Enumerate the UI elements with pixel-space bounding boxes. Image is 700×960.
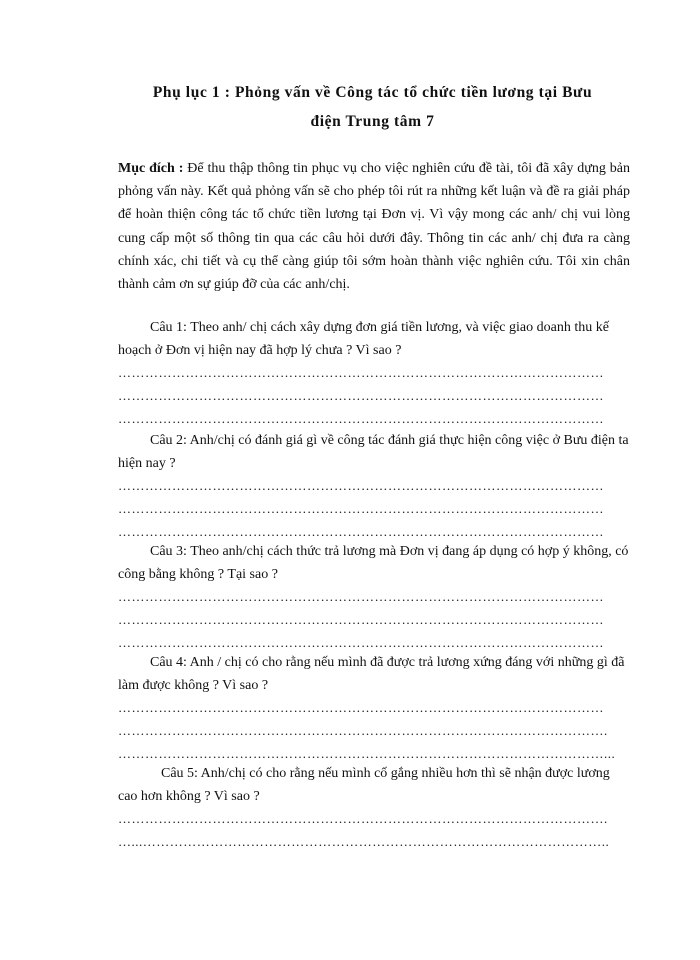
answer-line[interactable]: ……………………………………………………………………………………………… [118,700,604,716]
title-line-1: Phụ lục 1 : Phỏng vấn về Công tác tổ chức tiền lương tại Bưu [152,84,593,101]
answer-line[interactable]: ………………………………………………………………………………………………. [118,811,608,827]
answer-line[interactable]: ……………………………………………………………………………………………… [118,478,604,494]
question-4 [118,651,630,766]
answer-line[interactable]: ……………………………………………………………………………………………… [118,612,604,628]
question-text: Câu 2: Anh/chị có đánh giá gì về công tác đánh giá thực hiện công việc ở Bưu điện ta hiện nay ? [118,433,629,472]
page-title [100,78,645,136]
purpose-label: Mục đích : [118,161,184,176]
answer-line[interactable]: …...………………………………………………………………………………………….. [118,834,610,850]
question-text: Câu 5: Anh/chị có cho rằng nếu mình cố gắng nhiều hơn thì sẽ nhận được lương cao hơn không ? Vì sao ? [118,766,610,805]
answer-line[interactable]: ……………………………………………………………………………………………… [118,365,604,381]
title-line-2: điện Trung tâm 7 [310,113,435,130]
answer-line[interactable]: ……………………………………………………………………………………………… [118,635,604,650]
question-text: Câu 1: Theo anh/ chị cách xây dựng đơn giá tiền lương, và việc giao doanh thu kế hoạch ở Đơn vị hiện nay đã hợp lý chưa ? Vì sao ? [118,320,609,359]
question-2 [118,429,630,544]
question-text: Câu 3: Theo anh/chị cách thức trả lương mà Đơn vị đang áp dụng có hợp ý không, có công bằng không ? Tại sao ? [118,544,629,583]
question-3 [118,540,630,655]
purpose-text: Để thu thập thông tin phục vụ cho việc nghiên cứu đề tài, tôi đã xây dựng bản phỏng vấn này. Kết quả phỏng vấn sẽ cho phép tôi rút ra những kết luận và đề ra giải pháp để hoàn thiện công tác tổ chức tiền lương tại Đơn vị. Vì vậy mong các anh/ chị vui lòng cung cấp một số thông tin qua các câu hỏi dưới đây. Thông tin các anh/ chị đưa ra càng chính xác, chi tiết và cụ thể càng giúp tôi sớm hoàn thành việc nghiên cứu. Tôi xin chân thành cảm ơn sự giúp đỡ của các anh/chị. [118,161,630,293]
answer-line[interactable]: ……………………………………………………………………………………………… [118,388,604,404]
answer-line[interactable]: ……………………………………………………………………………………………… [118,501,604,517]
question-5 [118,762,630,854]
answer-line[interactable]: ……………………………………………………………………………………………… [118,411,604,426]
answer-line[interactable]: ……………………………………………………………………………………………… [118,524,604,539]
purpose-paragraph [118,157,630,296]
answer-line[interactable]: ………………………………………………………………………………………………... [118,746,616,761]
answer-line[interactable]: ……………………………………………………………………………………………… [118,589,604,605]
question-text: Câu 4: Anh / chị có cho rằng nếu mình đã được trả lương xứng đáng với những gì đã làm được không ? Vì sao ? [118,655,625,694]
question-1 [118,316,630,431]
answer-line[interactable]: ………………………………………………………………………………………………. [118,723,608,739]
